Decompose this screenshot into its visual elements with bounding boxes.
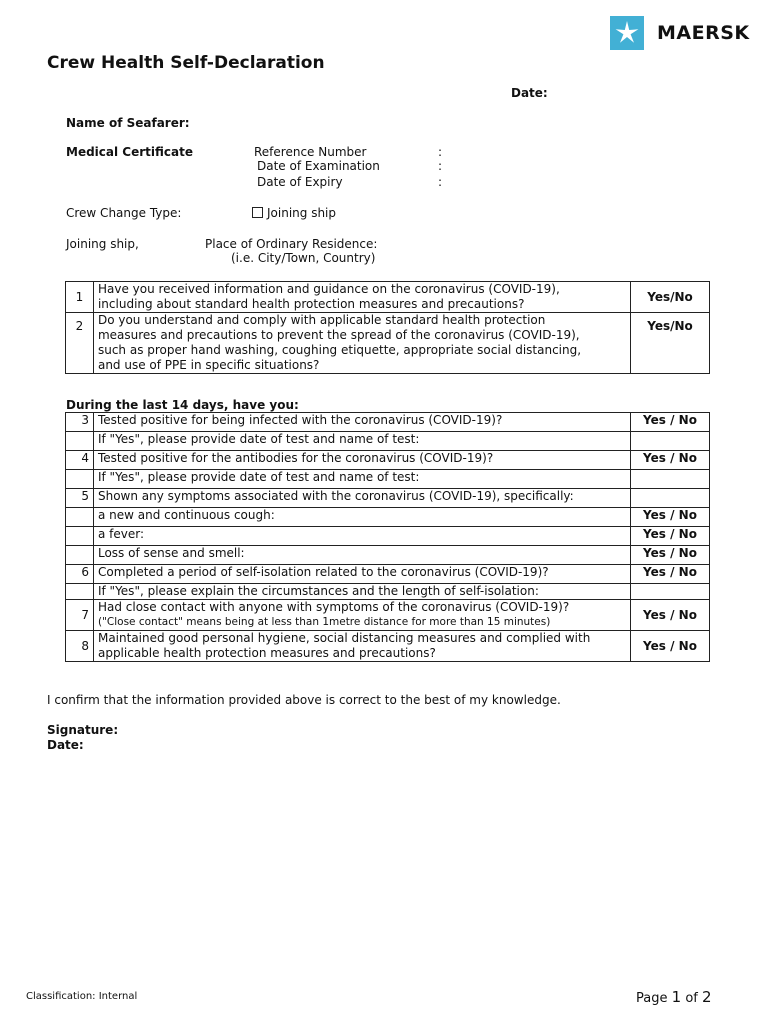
yes-no-answer[interactable]: Yes / No bbox=[631, 508, 710, 527]
question-line: including about standard health protection measures and precautions? bbox=[97, 297, 525, 311]
question-text: Tested positive for being infected with the coronavirus (COVID-19)? bbox=[93, 413, 630, 432]
question-text: If "Yes", please explain the circumstances and the length of self-isolation: bbox=[93, 584, 630, 600]
question-text bbox=[93, 282, 630, 313]
question-text bbox=[93, 313, 630, 374]
table-row bbox=[66, 631, 710, 662]
page-current: 1 bbox=[671, 988, 682, 1006]
section-heading: During the last 14 days, have you: bbox=[66, 398, 299, 412]
date-label: Date: bbox=[511, 86, 548, 100]
question-text: Tested positive for the antibodies for the coronavirus (COVID-19)? bbox=[93, 451, 630, 470]
question-number: 4 bbox=[66, 451, 94, 470]
residence-label: Place of Ordinary Residence: bbox=[205, 237, 378, 251]
colon: : bbox=[438, 145, 443, 159]
crew-change-type-label: Crew Change Type: bbox=[66, 206, 182, 220]
table-row bbox=[66, 470, 710, 489]
yes-no-answer[interactable]: Yes / No bbox=[631, 527, 710, 546]
table-row bbox=[66, 527, 710, 546]
yes-no-answer[interactable]: Yes / No bbox=[631, 546, 710, 565]
yes-no-answer[interactable]: Yes/No bbox=[631, 282, 710, 313]
page-word: Page bbox=[636, 991, 668, 1006]
confirmation-text: I confirm that the information provided above is correct to the best of my knowledge. bbox=[47, 693, 561, 707]
question-text: a fever: bbox=[93, 527, 630, 546]
question-number bbox=[66, 527, 94, 546]
question-text bbox=[93, 631, 630, 662]
question-text: If "Yes", please provide date of test and name of test: bbox=[93, 432, 630, 451]
yes-no-answer[interactable]: Yes/No bbox=[631, 313, 710, 374]
medical-certificate-label: Medical Certificate bbox=[66, 145, 193, 159]
date-of-examination-label: Date of Examination bbox=[257, 159, 380, 173]
answer-cell[interactable] bbox=[631, 489, 710, 508]
of-word: of bbox=[685, 991, 698, 1006]
question-text bbox=[93, 600, 630, 631]
question-number: 3 bbox=[66, 413, 94, 432]
joining-ship-option-label: Joining ship bbox=[267, 206, 336, 220]
table-row bbox=[66, 451, 710, 470]
colon: : bbox=[438, 175, 443, 189]
table-row bbox=[66, 432, 710, 451]
page-title: Crew Health Self-Declaration bbox=[47, 53, 325, 73]
question-number: 7 bbox=[66, 600, 94, 631]
signature-date-label: Date: bbox=[47, 738, 84, 752]
yes-no-answer[interactable]: Yes / No bbox=[631, 413, 710, 432]
classification-label: Classification: Internal bbox=[26, 991, 138, 1002]
maersk-logo bbox=[610, 16, 750, 50]
question-text: Shown any symptoms associated with the coronavirus (COVID-19), specifically: bbox=[93, 489, 630, 508]
question-text: If "Yes", please provide date of test and name of test: bbox=[93, 470, 630, 489]
question-number: 5 bbox=[66, 489, 94, 508]
page-indicator bbox=[636, 988, 712, 1006]
table-row bbox=[66, 600, 710, 631]
question-line: Have you received information and guidance on the coronavirus (COVID-19), bbox=[97, 282, 560, 296]
question-line: measures and precautions to prevent the spread of the coronavirus (COVID-19), bbox=[97, 328, 580, 342]
question-number bbox=[66, 546, 94, 565]
question-text: Completed a period of self-isolation related to the coronavirus (COVID-19)? bbox=[93, 565, 630, 584]
answer-cell[interactable] bbox=[631, 584, 710, 600]
question-line: and use of PPE in specific situations? bbox=[97, 358, 320, 372]
question-text: a new and continuous cough: bbox=[93, 508, 630, 527]
date-of-expiry-label: Date of Expiry bbox=[257, 175, 343, 189]
question-number: 6 bbox=[66, 565, 94, 584]
answer-cell[interactable] bbox=[631, 470, 710, 489]
table-row bbox=[66, 413, 710, 432]
symptoms-table bbox=[65, 412, 710, 662]
reference-number-label: Reference Number bbox=[254, 145, 367, 159]
signature-label: Signature: bbox=[47, 723, 119, 737]
table-row bbox=[66, 313, 710, 374]
yes-no-answer[interactable]: Yes / No bbox=[631, 631, 710, 662]
table-row bbox=[66, 282, 710, 313]
question-text: Loss of sense and smell: bbox=[93, 546, 630, 565]
awareness-table bbox=[65, 281, 710, 374]
table-row bbox=[66, 508, 710, 527]
question-line: applicable health protection measures and precautions? bbox=[97, 646, 436, 660]
colon: : bbox=[438, 159, 443, 173]
table-row bbox=[66, 489, 710, 508]
question-number bbox=[66, 470, 94, 489]
residence-hint: (i.e. City/Town, Country) bbox=[231, 251, 376, 265]
question-number: 2 bbox=[66, 313, 94, 374]
seafarer-name-label: Name of Seafarer: bbox=[66, 116, 190, 130]
yes-no-answer[interactable]: Yes / No bbox=[631, 600, 710, 631]
yes-no-answer[interactable]: Yes / No bbox=[631, 565, 710, 584]
joining-ship-label: Joining ship, bbox=[66, 237, 139, 251]
joining-ship-checkbox[interactable] bbox=[252, 206, 336, 220]
table-row bbox=[66, 565, 710, 584]
question-number bbox=[66, 508, 94, 527]
close-contact-note: ("Close contact" means being at less than 1metre distance for more than 15 minutes) bbox=[97, 616, 551, 628]
logo-wordmark: MAERSK bbox=[657, 22, 750, 44]
question-number: 1 bbox=[66, 282, 94, 313]
question-number bbox=[66, 432, 94, 451]
table-row bbox=[66, 546, 710, 565]
question-line: Maintained good personal hygiene, social distancing measures and complied with bbox=[97, 631, 591, 645]
checkbox-icon[interactable] bbox=[252, 207, 263, 218]
question-line: such as proper hand washing, coughing etiquette, appropriate social distancing, bbox=[97, 343, 582, 357]
table-row bbox=[66, 584, 710, 600]
question-line: Had close contact with anyone with symptoms of the coronavirus (COVID-19)? bbox=[97, 600, 570, 614]
star-icon bbox=[610, 16, 644, 50]
answer-cell[interactable] bbox=[631, 432, 710, 451]
question-number bbox=[66, 584, 94, 600]
yes-no-answer[interactable]: Yes / No bbox=[631, 451, 710, 470]
page-total: 2 bbox=[701, 988, 712, 1006]
question-line: Do you understand and comply with applicable standard health protection bbox=[97, 313, 546, 327]
question-number: 8 bbox=[66, 631, 94, 662]
